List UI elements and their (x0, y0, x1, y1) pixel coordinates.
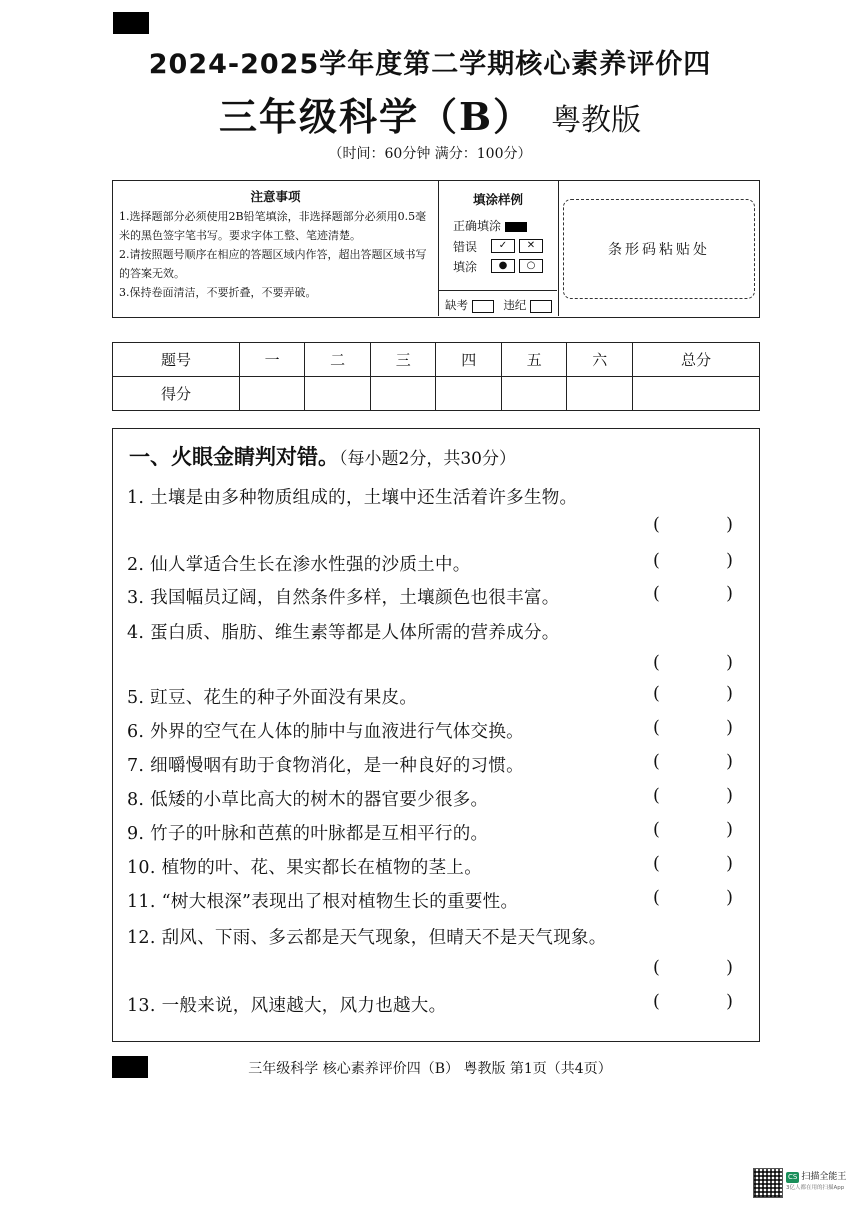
section-points: （每小题2分，共30分） (339, 449, 516, 469)
notice-box (112, 180, 760, 318)
fill-correct-row (453, 217, 527, 234)
answer-blank[interactable] (653, 820, 733, 840)
score-cell[interactable] (633, 377, 760, 411)
fill-correct-label: 正确填涂 (453, 219, 502, 233)
scanner-watermark (786, 1172, 848, 1194)
score-header-cell: 四 (436, 343, 502, 377)
question-text: 5. 豇豆、花生的种子外面没有果皮。 (127, 688, 418, 708)
question-section (112, 428, 760, 1042)
score-header-cell: 五 (501, 343, 567, 377)
question-text: 12. 刮风、下雨、多云都是天气现象，但晴天不是天气现象。 (127, 928, 607, 948)
answer-blank[interactable] (653, 551, 733, 571)
fill-sample-title: 填涂样例 (472, 192, 523, 207)
notice-item: 2.请按照题号顺序在相应的答题区域内作答，超出答题区域书写的答案无效。 (119, 248, 427, 280)
answer-blank[interactable] (653, 786, 733, 806)
answer-paren-left: ( (653, 718, 660, 738)
redaction-block-top (113, 12, 149, 34)
answer-blank[interactable] (653, 752, 733, 772)
violation-label: 违纪 (503, 298, 527, 312)
answer-paren-left: ( (653, 515, 660, 535)
answer-blank[interactable] (653, 958, 733, 978)
section-heading: 一、火眼金睛判对错。 (129, 445, 339, 469)
circle-mark-icon: ○ (519, 259, 543, 273)
answer-paren-left: ( (653, 888, 660, 908)
filled-mark-icon (505, 222, 527, 232)
score-table-header-row (113, 343, 760, 377)
score-table-score-row (113, 377, 760, 411)
answer-paren-right: ) (726, 958, 733, 978)
score-cell[interactable] (436, 377, 502, 411)
answer-paren-left: ( (653, 653, 660, 673)
question-text: 9. 竹子的叶脉和芭蕉的叶脉都是互相平行的。 (127, 824, 489, 844)
subject-title: 三年级科学（B） (218, 94, 534, 139)
question-text: 3. 我国幅员辽阔，自然条件多样，土壤颜色也很丰富。 (127, 588, 560, 608)
notice-section (113, 181, 439, 316)
section-title (129, 441, 516, 471)
answer-paren-left: ( (653, 820, 660, 840)
answer-blank[interactable] (653, 992, 733, 1012)
answer-paren-right: ) (726, 992, 733, 1012)
score-header-cell: 总分 (633, 343, 760, 377)
dot-mark-icon: ● (491, 259, 515, 273)
answer-paren-right: ) (726, 786, 733, 806)
score-cell[interactable] (370, 377, 436, 411)
score-row-label: 得分 (113, 377, 240, 411)
score-cell[interactable] (239, 377, 305, 411)
qr-code-icon (753, 1168, 783, 1198)
score-cell[interactable] (305, 377, 371, 411)
barcode-label: 条形码粘贴处 (608, 242, 710, 258)
score-cell[interactable] (501, 377, 567, 411)
answer-paren-right: ) (726, 888, 733, 908)
question-text: 7. 细嚼慢咽有助于食物消化，是一种良好的习惯。 (127, 756, 524, 776)
notice-item: 3.保持卷面清洁，不要折叠，不要弄破。 (119, 286, 317, 299)
violation-checkbox[interactable] (530, 300, 552, 313)
answer-paren-right: ) (726, 684, 733, 704)
time-info: （时间：60分钟 满分：100分） (328, 146, 532, 162)
answer-paren-left: ( (653, 752, 660, 772)
answer-paren-right: ) (726, 854, 733, 874)
scanner-logo-icon: CS (788, 1173, 798, 1181)
answer-paren-right: ) (726, 718, 733, 738)
check-mark-icon: ✓ (491, 239, 515, 253)
score-cell[interactable] (567, 377, 633, 411)
answer-blank[interactable] (653, 854, 733, 874)
answer-blank[interactable] (653, 888, 733, 908)
score-header-cell: 一 (239, 343, 305, 377)
exam-title: 2024-2025学年度第二学期核心素养评价四 (148, 49, 712, 80)
answer-paren-right: ) (726, 584, 733, 604)
answer-paren-left: ( (653, 958, 660, 978)
exam-subtitle (0, 86, 860, 141)
answer-paren-right: ) (726, 820, 733, 840)
answer-paren-right: ) (726, 515, 733, 535)
answer-paren-left: ( (653, 786, 660, 806)
question-text: 8. 低矮的小草比高大的树木的器官要少很多。 (127, 790, 489, 810)
answer-paren-left: ( (653, 584, 660, 604)
score-header-cell: 题号 (113, 343, 240, 377)
fill-sample-section (439, 181, 559, 316)
answer-paren-left: ( (653, 551, 660, 571)
answer-blank[interactable] (653, 653, 733, 673)
absent-label: 缺考 (445, 298, 468, 312)
answer-paren-right: ) (726, 653, 733, 673)
score-header-cell: 二 (305, 343, 371, 377)
page-footer: 三年级科学 核心素养评价四（B） 粤教版 第1页（共4页） (248, 1061, 612, 1077)
answer-paren-left: ( (653, 992, 660, 1012)
question-text: 13. 一般来说，风速越大，风力也越大。 (127, 996, 447, 1016)
answer-paren-right: ) (726, 551, 733, 571)
scanner-subtitle: 3亿人都在用的扫描App (786, 1185, 845, 1191)
edition-label: 粤教版 (551, 103, 642, 138)
answer-blank[interactable] (653, 584, 733, 604)
question-text: 1. 土壤是由多种物质组成的，土壤中还生活着许多生物。 (127, 488, 578, 508)
score-header-cell: 三 (370, 343, 436, 377)
answer-blank[interactable] (653, 515, 733, 535)
score-table (112, 342, 760, 411)
question-text: 4. 蛋白质、脂肪、维生素等都是人体所需的营养成分。 (127, 623, 560, 643)
question-text: 11. “树大根深”表现出了根对植物生长的重要性。 (127, 892, 519, 912)
answer-paren-right: ) (726, 752, 733, 772)
answer-blank[interactable] (653, 684, 733, 704)
question-text: 10. 植物的叶、花、果实都长在植物的茎上。 (127, 858, 482, 878)
score-header-cell: 六 (567, 343, 633, 377)
absent-checkbox[interactable] (472, 300, 494, 313)
notice-item: 1.选择题部分必须使用2B铅笔填涂，非选择题部分必须用0.5毫米的黑色签字笔书写。要求字体工整、笔迹清楚。 (119, 210, 427, 242)
question-text: 2. 仙人掌适合生长在渗水性强的沙质土中。 (127, 555, 471, 575)
cross-mark-icon: ✕ (519, 239, 543, 253)
answer-paren-left: ( (653, 684, 660, 704)
fill-wrong-label: 填涂 (453, 260, 478, 274)
fill-wrong-label: 错误 (453, 240, 478, 254)
question-text: 6. 外界的空气在人体的肺中与血液进行气体交换。 (127, 722, 524, 742)
answer-blank[interactable] (653, 718, 733, 738)
notice-title: 注意事项 (250, 189, 301, 204)
answer-paren-left: ( (653, 854, 660, 874)
absence-row (439, 290, 557, 313)
barcode-area (563, 199, 755, 299)
scanner-name: 扫描全能王 (801, 1172, 847, 1182)
